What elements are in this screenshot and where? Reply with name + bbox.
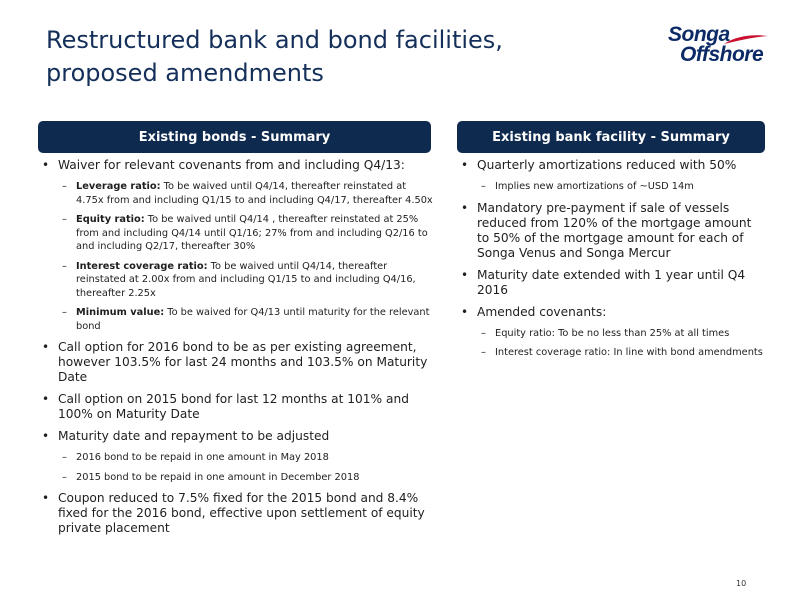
sub-bullet-text: 2015 bond to be repaid in one amount in December 2018 [76, 471, 360, 483]
sub-bullet-text: Equity ratio: To be no less than 25% at all times [495, 327, 730, 339]
dash-marker: – [481, 181, 486, 192]
sub-bullet-text: To be waived until Q4/14, thereafter reinstated at 4.75x from and including Q1/15 to and including Q4/17, thereafter 4.50x [76, 181, 433, 206]
sub-bullet-text: Implies new amortizations of ~USD 14m [495, 181, 694, 192]
bullet-text: Quarterly amortizations reduced with 50% [477, 158, 737, 172]
bullet-item [453, 158, 765, 194]
bullet-item [34, 491, 434, 536]
existing-bank-facility-header: Existing bank facility - Summary [457, 121, 765, 153]
sub-bullet-text: 2016 bond to be repaid in one amount in May 2018 [76, 452, 329, 463]
bullet-marker: • [42, 158, 50, 172]
bullet-marker: • [461, 267, 469, 282]
sub-bullet-item [58, 451, 434, 465]
existing-bonds-list [34, 158, 434, 543]
bullet-item [34, 429, 434, 484]
sub-bullet-item [477, 180, 765, 194]
logo-line-1: Songa [668, 23, 730, 46]
dash-marker: – [62, 214, 67, 225]
sub-bullet-label: Interest coverage ratio: [76, 260, 208, 272]
existing-bonds-header: Existing bonds - Summary [38, 121, 431, 153]
sub-bullet-item [58, 213, 434, 254]
bullet-marker: • [42, 340, 50, 354]
bullet-text: Mandatory pre-payment if sale of vessels reduced from 120% of the mortgage amount to 50% of the mortgage amount for each of Songa Venus and Songa Mercur [477, 200, 752, 260]
songa-offshore-logo [662, 22, 772, 70]
dash-marker: – [481, 347, 486, 358]
bullet-item [453, 305, 765, 360]
sub-bullet-item [58, 306, 434, 333]
bullet-text: Amended covenants: [477, 304, 607, 319]
sub-bullet-item [58, 180, 434, 207]
bullet-marker: • [42, 429, 50, 443]
sub-bullet-text: To be waived until Q4/14 , thereafter reinstated at 25% from and including Q4/14 until Q1/16; 27% from and including Q2/16 to and including Q2/17, thereafter 30% [76, 214, 428, 252]
bullet-text: Call option on 2015 bond for last 12 months at 101% and 100% on Maturity Date [58, 392, 409, 421]
bullet-marker: • [42, 392, 50, 406]
dash-marker: – [62, 307, 67, 318]
sub-bullet-item [477, 327, 765, 341]
bullet-text: Maturity date extended with 1 year until Q4 2016 [477, 267, 746, 297]
sub-bullet-item [58, 471, 434, 485]
sub-bullet-item [477, 346, 765, 360]
bullet-marker: • [42, 491, 50, 505]
bullet-item [453, 201, 765, 261]
bullet-item [34, 340, 434, 385]
dash-marker: – [62, 181, 67, 192]
bullet-item [453, 268, 765, 298]
bullet-text: Maturity date and repayment to be adjusted [58, 429, 330, 443]
bullet-marker: • [461, 158, 469, 172]
bullet-text: Waiver for relevant covenants from and including Q4/13: [58, 158, 405, 172]
bullet-item [34, 392, 434, 422]
page-number: 10 [736, 579, 747, 588]
logo-line-2: Offshore [680, 43, 764, 66]
sub-bullet-item [58, 260, 434, 301]
existing-bank-facility-list [453, 158, 765, 367]
bullet-marker: • [461, 304, 469, 319]
page-title: Restructured bank and bond facilities, proposed amendments [46, 26, 503, 87]
dash-marker: – [481, 327, 486, 339]
bullet-marker: • [461, 200, 469, 215]
bullet-item [34, 158, 434, 333]
dash-marker: – [62, 471, 67, 483]
sub-bullet-text: To be waived for Q4/13 until maturity for the relevant bond [76, 307, 430, 332]
sub-bullet-text: Interest coverage ratio: In line with bond amendments [495, 347, 763, 358]
sub-bullet-label: Equity ratio: [76, 214, 145, 225]
bullet-text: Coupon reduced to 7.5% fixed for the 2015 bond and 8.4% fixed for the 2016 bond, effective upon settlement of equity private placement [58, 491, 425, 535]
sub-bullet-label: Leverage ratio: [76, 181, 161, 192]
dash-marker: – [62, 452, 67, 463]
sub-bullet-label: Minimum value: [76, 307, 165, 318]
sub-bullet-text: To be waived until Q4/14, thereafter reinstated at 2.00x from and including Q1/15 to and including Q4/16, thereafter 2.25x [76, 260, 416, 299]
dash-marker: – [62, 260, 67, 272]
bullet-text: Call option for 2016 bond to be as per existing agreement, however 103.5% for last 24 months and 103.5% on Maturity Date [58, 340, 428, 384]
